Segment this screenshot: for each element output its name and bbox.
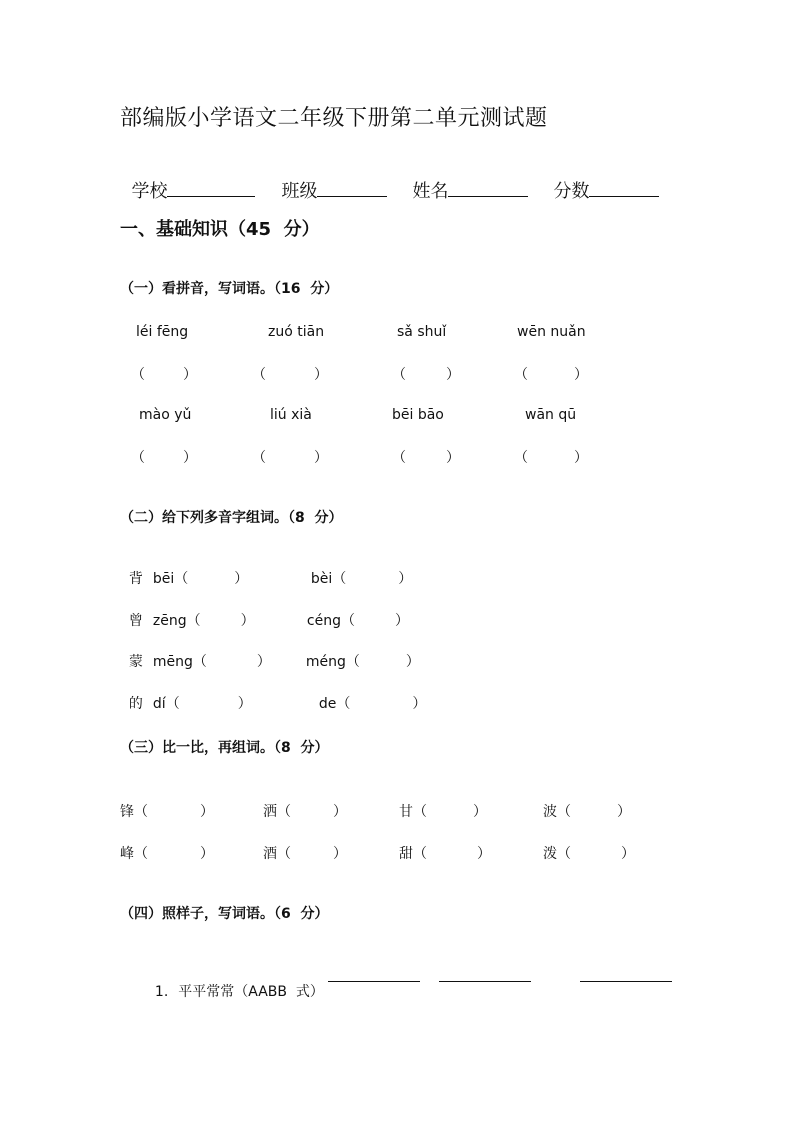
compare-item xyxy=(399,801,487,821)
polyphone-char: 蒙 xyxy=(128,654,143,670)
answer-box[interactable]: （ ） xyxy=(174,571,249,587)
polyphone-pinyin: dí xyxy=(152,696,166,712)
answer-box[interactable]: （ ） xyxy=(252,367,328,383)
compare-item xyxy=(120,843,214,863)
answer-box[interactable]: （ ） xyxy=(134,846,214,862)
name-label: 姓名 xyxy=(412,181,449,202)
answer-box[interactable]: （ ） xyxy=(131,450,197,466)
polyphone-char: 的 xyxy=(128,696,143,712)
compare-item xyxy=(399,843,491,863)
pinyin-item: liú xià xyxy=(270,407,312,423)
class-field xyxy=(270,156,387,203)
compare-char: 洒 xyxy=(263,804,277,820)
polyphone-pinyin: de xyxy=(318,696,337,712)
pinyin-item: wēn nuǎn xyxy=(517,324,586,340)
answer-box[interactable]: （ ） xyxy=(277,846,347,862)
part-heading: （二）给下列多音字组词。（8 分） xyxy=(120,510,343,526)
answer-box[interactable]: （ ） xyxy=(557,804,631,820)
class-label: 班级 xyxy=(281,181,318,202)
part-heading: （一）看拼音，写词语。（16 分） xyxy=(120,281,339,297)
pinyin-item: mào yǔ xyxy=(139,407,192,423)
polyphone-row xyxy=(302,552,412,588)
polyphone-char: 曾 xyxy=(128,613,143,629)
polyphone-row xyxy=(120,552,248,588)
part-heading: （四）照样子，写词语。（6 分） xyxy=(120,906,329,922)
answer-blank[interactable] xyxy=(580,981,672,982)
class-blank[interactable] xyxy=(317,180,387,197)
answer-box[interactable]: （ ） xyxy=(514,367,588,383)
school-blank[interactable] xyxy=(167,180,255,197)
pinyin-item: wān qū xyxy=(525,407,577,423)
answer-blank[interactable] xyxy=(439,981,531,982)
name-field xyxy=(401,156,528,203)
polyphone-row xyxy=(310,677,426,713)
score-label: 分数 xyxy=(553,181,590,202)
polyphone-pinyin: méng xyxy=(305,654,346,670)
pinyin-item: léi fēng xyxy=(136,324,189,340)
compare-item xyxy=(543,843,635,863)
page-title: 部编版小学语文二年级下册第二单元测试题 xyxy=(120,106,548,131)
compare-item xyxy=(263,843,347,863)
example-item xyxy=(146,965,324,1001)
compare-char: 酒 xyxy=(263,846,277,862)
compare-char: 甜 xyxy=(399,846,413,862)
answer-box[interactable]: （ ） xyxy=(413,804,487,820)
compare-char: 峰 xyxy=(120,846,134,862)
polyphone-pinyin: zēng xyxy=(152,613,187,629)
answer-box[interactable]: （ ） xyxy=(336,696,427,712)
polyphone-pinyin: céng xyxy=(306,613,341,629)
compare-item xyxy=(120,801,214,821)
answer-box[interactable]: （ ） xyxy=(131,367,197,383)
answer-box[interactable]: （ ） xyxy=(277,804,347,820)
score-field xyxy=(542,156,659,203)
item-number: 1. xyxy=(154,984,169,1000)
score-blank[interactable] xyxy=(589,180,659,197)
school-field xyxy=(120,156,255,203)
answer-box[interactable]: （ ） xyxy=(413,846,491,862)
pinyin-item: bēi bāo xyxy=(392,407,444,423)
name-blank[interactable] xyxy=(448,180,528,197)
polyphone-char: 背 xyxy=(128,571,143,587)
compare-char: 甘 xyxy=(399,804,413,820)
compare-item xyxy=(543,801,631,821)
answer-box[interactable]: （ ） xyxy=(557,846,635,862)
section-heading: 一、基础知识（45 分） xyxy=(120,219,320,240)
answer-blank[interactable] xyxy=(328,981,420,982)
polyphone-row xyxy=(120,677,252,713)
answer-box[interactable]: （ ） xyxy=(186,613,255,629)
polyphone-pinyin: bēi xyxy=(152,571,175,587)
polyphone-row xyxy=(298,594,409,630)
polyphone-row xyxy=(120,594,255,630)
answer-box[interactable]: （ ） xyxy=(392,450,460,466)
answer-box[interactable]: （ ） xyxy=(332,571,413,587)
example-text: 平平常常（AABB 式） xyxy=(178,984,324,1000)
answer-box[interactable]: （ ） xyxy=(252,450,328,466)
compare-char: 锋 xyxy=(120,804,134,820)
pinyin-item: zuó tiān xyxy=(268,324,325,340)
polyphone-pinyin: bèi xyxy=(310,571,333,587)
school-label: 学校 xyxy=(131,181,168,202)
compare-char: 泼 xyxy=(543,846,557,862)
answer-box[interactable]: （ ） xyxy=(340,613,409,629)
answer-box[interactable]: （ ） xyxy=(134,804,214,820)
compare-item xyxy=(263,801,347,821)
polyphone-pinyin: mēng xyxy=(152,654,193,670)
pinyin-item: sǎ shuǐ xyxy=(397,324,447,340)
part-heading: （三）比一比，再组词。（8 分） xyxy=(120,740,329,756)
compare-char: 波 xyxy=(543,804,557,820)
answer-box[interactable]: （ ） xyxy=(192,654,271,670)
answer-box[interactable]: （ ） xyxy=(165,696,252,712)
answer-box[interactable]: （ ） xyxy=(514,450,588,466)
polyphone-row xyxy=(297,635,420,671)
polyphone-row xyxy=(120,635,271,671)
answer-box[interactable]: （ ） xyxy=(392,367,460,383)
answer-box[interactable]: （ ） xyxy=(345,654,420,670)
